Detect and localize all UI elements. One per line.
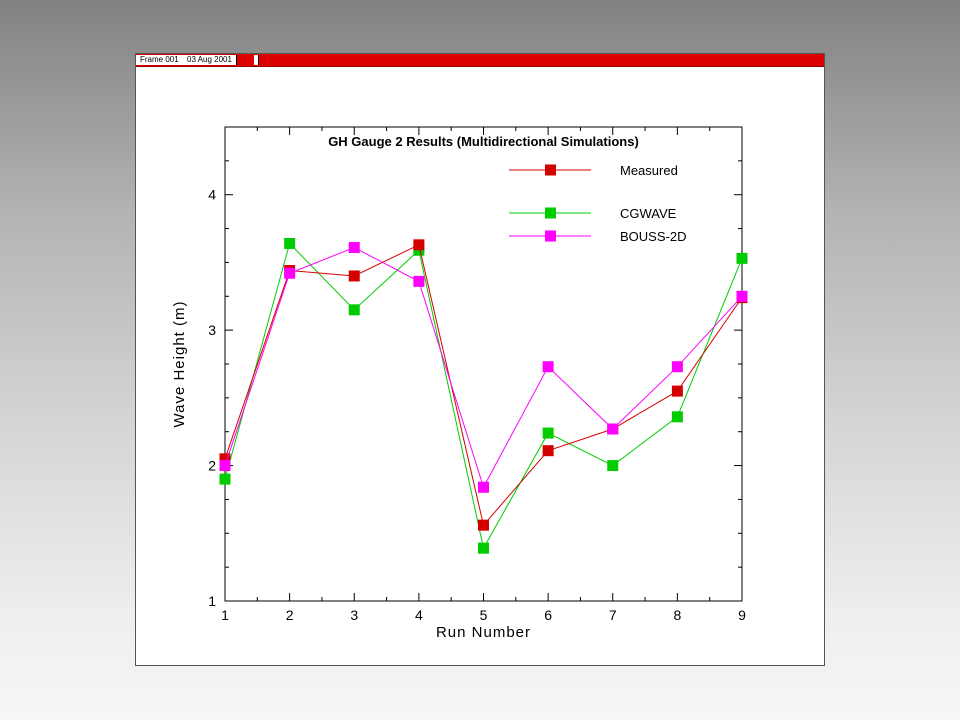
frame-label: Frame 001: [136, 55, 184, 65]
data-point-cgwave: [607, 460, 618, 471]
x-tick-label: 3: [350, 607, 359, 623]
legend-label-measured: Measured: [620, 163, 678, 178]
data-point-bouss-2d: [413, 276, 424, 287]
x-tick-label: 6: [544, 607, 553, 623]
legend-label-bouss-2d: BOUSS-2D: [620, 229, 687, 244]
line-chart: [136, 54, 826, 667]
plot-frame: [135, 53, 825, 666]
legend-marker-measured: [545, 165, 556, 176]
date-label: 03 Aug 2001: [183, 55, 237, 65]
data-point-cgwave: [737, 253, 748, 264]
data-point-cgwave: [543, 428, 554, 439]
data-point-cgwave: [478, 543, 489, 554]
data-point-measured: [672, 386, 683, 397]
series-group: [220, 238, 748, 554]
x-tick-label: 4: [414, 607, 423, 623]
data-point-bouss-2d: [349, 242, 360, 253]
data-point-cgwave: [672, 411, 683, 422]
y-tick-label: 4: [208, 186, 216, 203]
data-point-measured: [478, 520, 489, 531]
series-cgwave: [220, 238, 748, 554]
x-tick-label: 1: [221, 607, 229, 623]
data-point-measured: [349, 270, 360, 281]
legend-marker-cgwave: [545, 208, 556, 219]
data-point-bouss-2d: [478, 482, 489, 493]
data-point-bouss-2d: [220, 460, 231, 471]
data-point-measured: [413, 239, 424, 250]
data-point-bouss-2d: [284, 268, 295, 279]
y-axis-label: Wave Height (m): [171, 300, 188, 428]
y-tick-label: 3: [208, 322, 216, 339]
legend-label-cgwave: CGWAVE: [620, 206, 677, 221]
series-line-cgwave: [225, 243, 742, 548]
data-point-measured: [543, 445, 554, 456]
x-tick-label: 8: [673, 607, 682, 623]
data-point-bouss-2d: [543, 361, 554, 372]
data-point-cgwave: [349, 304, 360, 315]
data-point-cgwave: [220, 474, 231, 485]
y-tick-label: 2: [208, 457, 216, 474]
x-tick-label: 9: [738, 607, 746, 623]
data-point-bouss-2d: [672, 361, 683, 372]
legend-marker-bouss-2d: [545, 231, 556, 242]
legend: [509, 163, 686, 244]
x-tick-label: 7: [608, 607, 617, 623]
chart-title: GH Gauge 2 Results (Multidirectional Simulations): [328, 134, 639, 149]
x-axis-label: Run Number: [435, 624, 532, 641]
x-tick-label: 5: [479, 607, 488, 623]
series-line-bouss-2d: [225, 248, 742, 488]
data-point-bouss-2d: [607, 424, 618, 435]
data-point-cgwave: [284, 238, 295, 249]
y-tick-label: 1: [208, 593, 216, 609]
data-point-bouss-2d: [737, 291, 748, 302]
x-tick-label: 2: [285, 607, 294, 623]
axis-ticks: [208, 127, 746, 623]
series-bouss-2d: [220, 242, 748, 493]
